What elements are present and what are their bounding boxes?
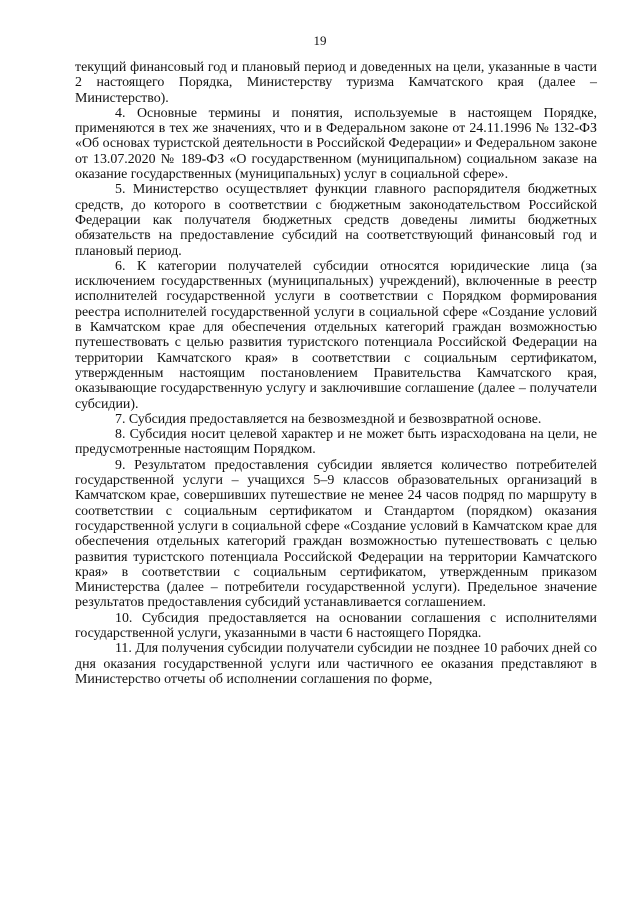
paragraph-continuation: текущий финансовый год и плановый период и доведенных на цели, указанные в части 2 настоящего Порядка, Министерству туризма Камчатского края (далее – Министерство). xyxy=(75,60,597,106)
document-body xyxy=(75,60,597,687)
paragraph-8-purpose: 8. Субсидия носит целевой характер и не может быть израсходована на цели, не предусмотренные настоящим Порядком. xyxy=(75,427,597,458)
paragraph-7-basis: 7. Субсидия предоставляется на безвозмездной и безвозвратной основе. xyxy=(115,411,542,427)
paragraph-4-terms: 4. Основные термины и понятия, используемые в настоящем Порядке, применяются в тех же значениях, что и в Федеральном законе от 24.11.1996 № 132-ФЗ «Об основах туристской деятельности в Российской Федерации» и Федеральном законе от 13.07.2020 № 189-ФЗ «О государственном (муниципальном) социальном заказе на оказание государственных (муниципальных) услуг в социальной сфере». xyxy=(75,105,597,183)
paragraph-5-ministry: 5. Министерство осуществляет функции главного распорядителя бюджетных средств, до которого в соответствии с бюджетным законодательством Российской Федерации как получателя бюджетных средств доведены лимиты бюджетных обязательств на предоставление субсидий на соответствующий финансовый год и плановый период. xyxy=(75,182,597,259)
paragraph-11-reports: 11. Для получения субсидии получатели субсидии не позднее 10 рабочих дней со дня оказания государственной услуги или частичного ее оказания представляют в Министерство отчеты об исполнении соглашения по форме, xyxy=(75,641,597,687)
paragraph-9-result: 9. Результатом предоставления субсидии является количество потребителей государственной услуги – учащихся 5–9 классов образовательных организаций в Камчатском крае, совершивших путешествие не менее 24 часов подряд по маршруту в соответствии с социальным сертификатом и Стандартом (порядком) оказания государственной услуги в социальной сфере «Создание условий в Камчатском крае для обеспечения отдельных категорий граждан возможностью путешествовать с целью развития туристского потенциала Российской Федерации на территории Камчатского края» в соответствии с социальным сертификатом, утвержденным приказом Министерства (далее – потребители государственной услуги). Предельное значение результатов предоставления субсидий устанавливается соглашением. xyxy=(75,457,597,611)
paragraph-6-recipients: 6. К категории получателей субсидии относятся юридические лица (за исключением государственных (муниципальных) учреждений), включенные в реестр исполнителей государственной услуги в соответствии с Порядком формирования реестра исполнителей государственной услуги в социальной сфере «Создание условий в Камчатском крае для обеспечения отдельных категорий граждан возможностью путешествовать с целью развития туристского потенциала Российской Федерации на территории Камчатского края» в соответствии с социальным сертификатом, утвержденным настоящим постановлением Правительства Камчатского края, оказывающие государственную услугу и заключившие соглашение (далее – получатели субсидии). xyxy=(75,258,597,412)
page-number: 19 xyxy=(313,33,327,48)
paragraph-10-agreement: 10. Субсидия предоставляется на основании соглашения с исполнителями государственной услуги, указанными в части 6 настоящего Порядка. xyxy=(75,610,597,641)
